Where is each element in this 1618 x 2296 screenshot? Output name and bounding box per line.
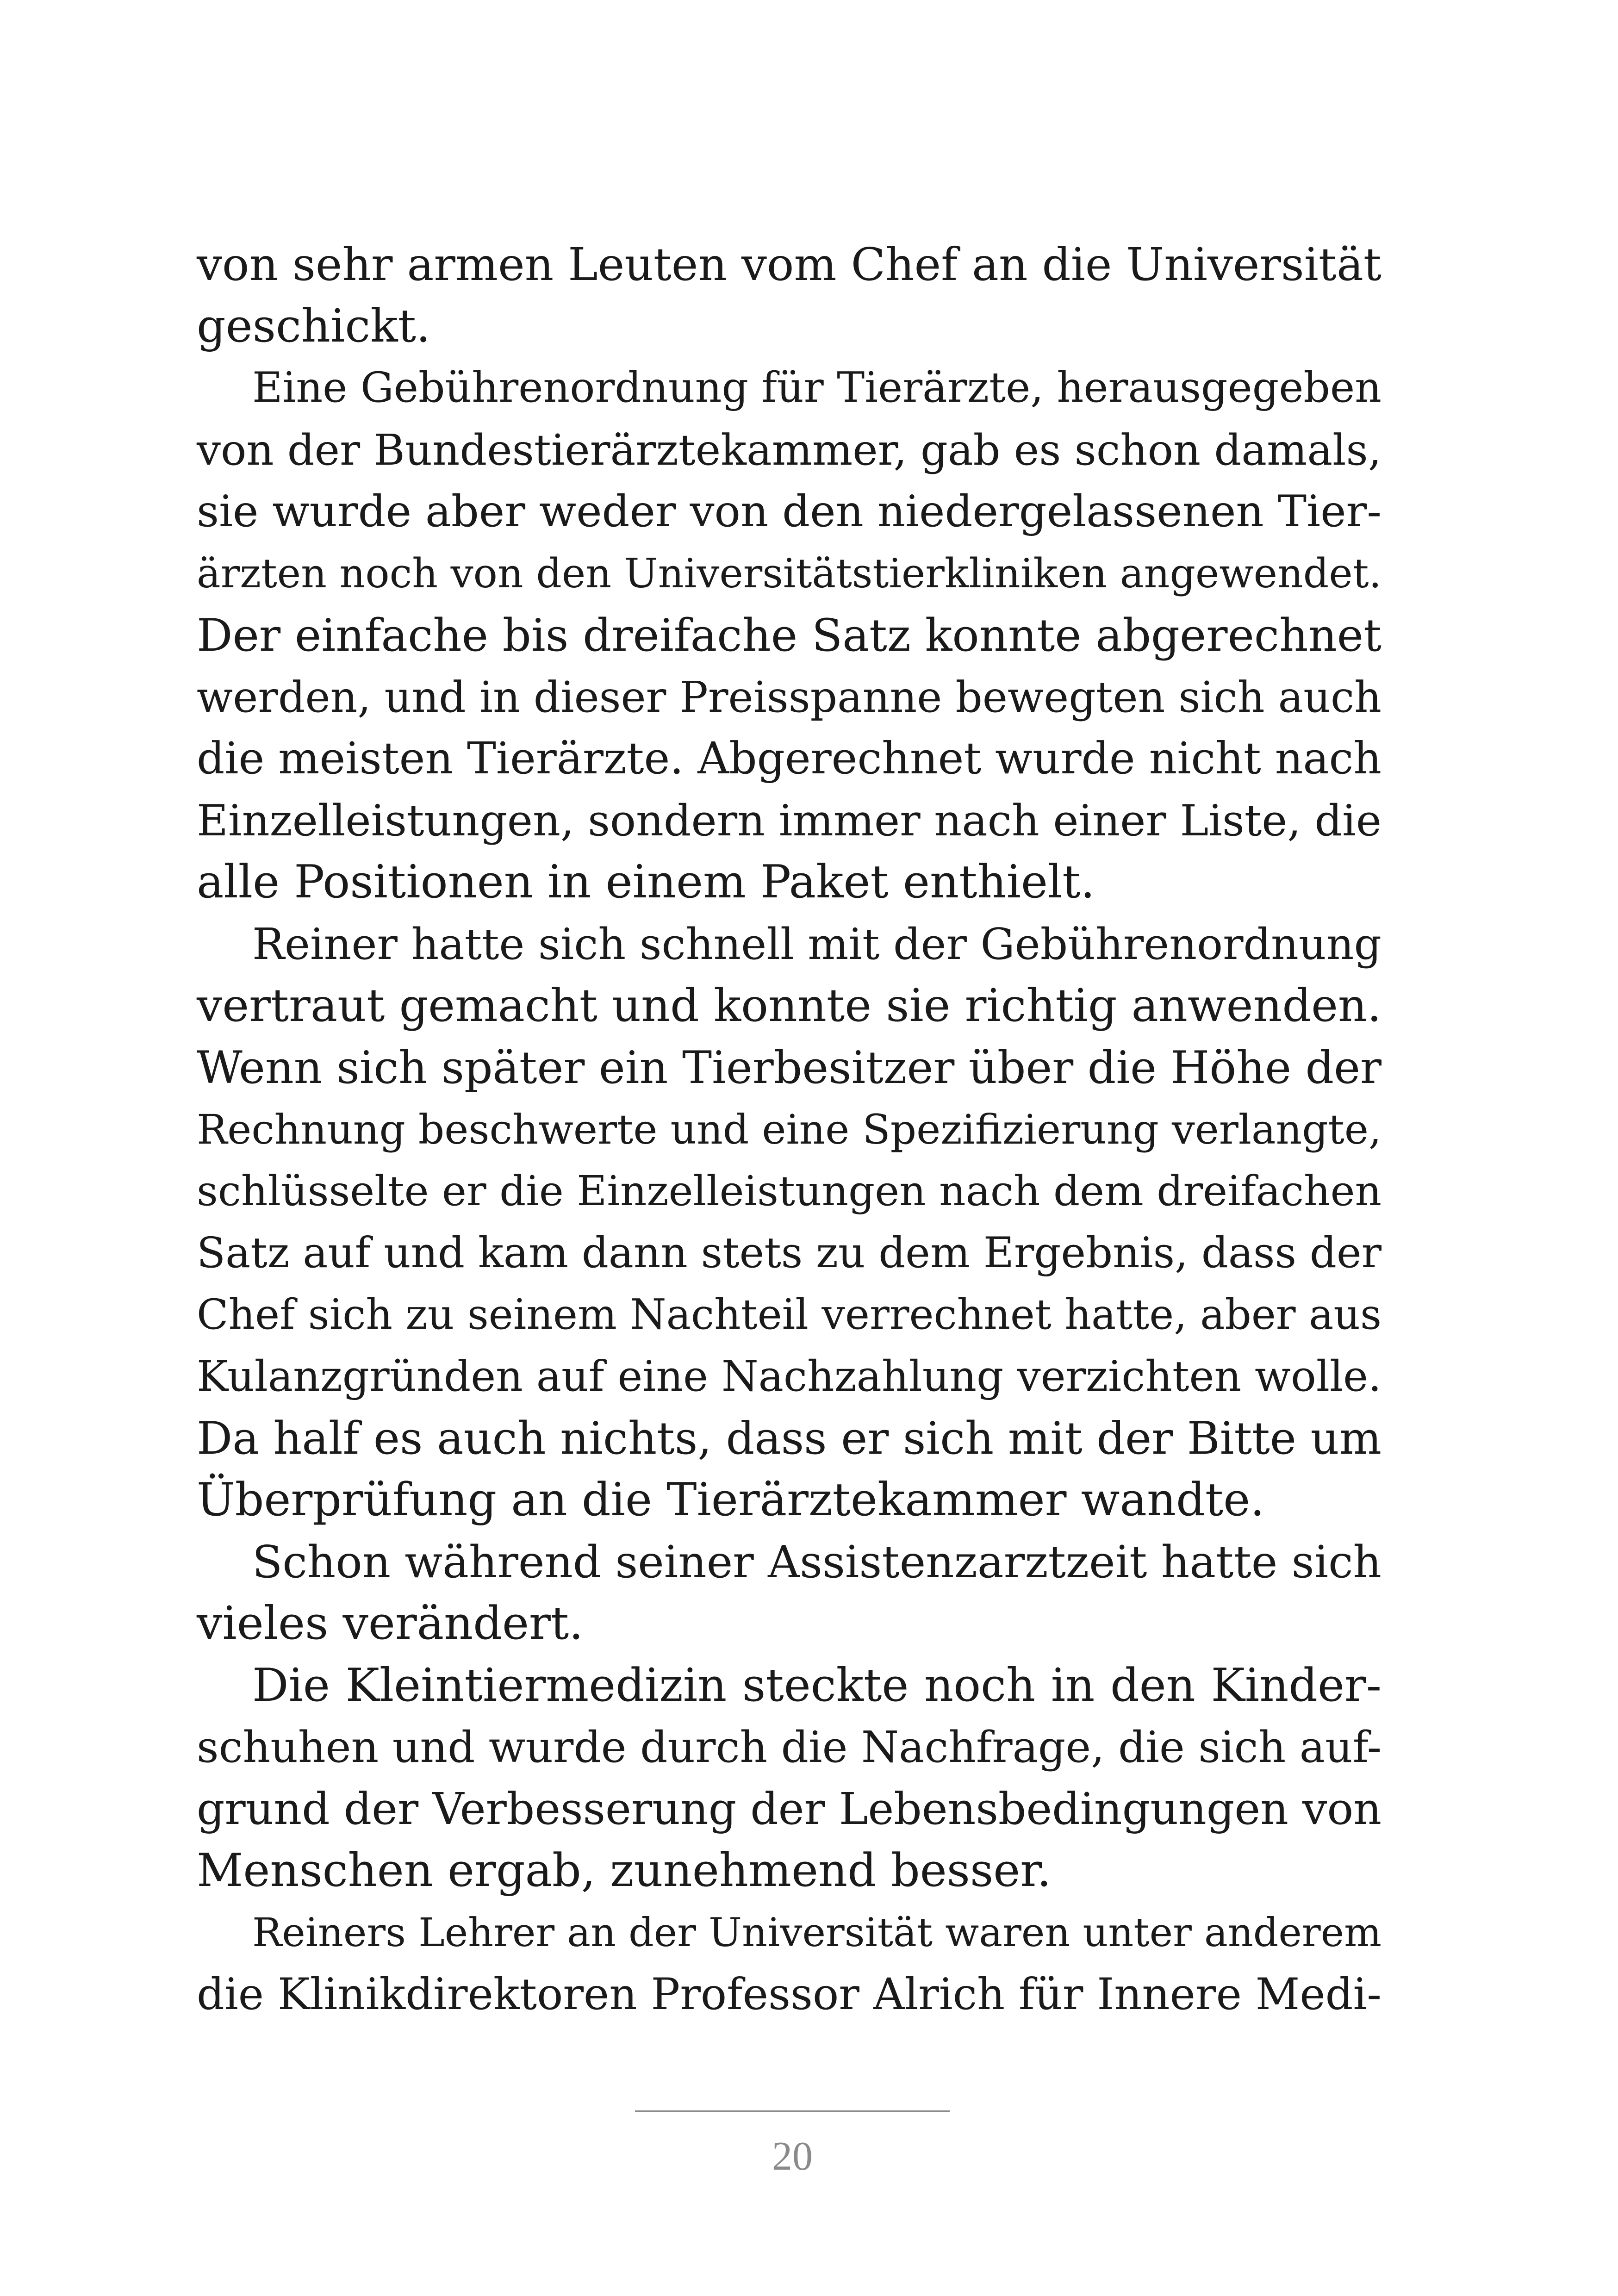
text-line: von sehr armen Leuten vom Chef an die Universität (197, 238, 1382, 291)
text-line: grund der Verbesserung der Lebensbedingungen von (197, 1783, 1382, 1835)
text-line: vertraut gemacht und konnte sie richtig anwenden. (197, 979, 1382, 1032)
text-line: geschickt. (197, 299, 431, 353)
text-line: Einzelleistungen, sondern immer nach einer Liste, die (197, 795, 1382, 846)
text-line: Satz auf und kam dann stets zu dem Ergebnis, dass der (197, 1229, 1382, 1277)
text-line: Kulanzgründen auf eine Nachzahlung verzichten wolle. (197, 1352, 1382, 1401)
text-line: ärzten noch von den Universitätstierkliniken angewendet. (197, 550, 1382, 597)
paragraph (197, 1531, 1382, 1655)
text-line: Die Kleintiermedizin steckte noch in den Kinder- (252, 1659, 1382, 1712)
body-text (197, 234, 1382, 2026)
text-line: Menschen ergab, zunehmend besser. (197, 1844, 1052, 1897)
text-line: die Klinikdirektoren Professor Alrich für Innere Medi- (197, 1969, 1382, 2020)
text-line: werden, und in dieser Preisspanne bewegten sich auch (197, 672, 1382, 722)
text-line: alle Positionen in einem Paket enthielt. (197, 856, 1095, 908)
paragraph (197, 1655, 1382, 1902)
text-line: Reiner hatte sich schnell mit der Gebührenordnung (252, 919, 1382, 969)
paragraph (197, 234, 1382, 357)
text-line: Der einfache bis dreifache Satz konnte abgerechnet (197, 609, 1382, 661)
footer-rule (635, 2110, 950, 2112)
text-line: von der Bundestierärztekammer, gab es schon damals, (197, 425, 1382, 475)
text-line: schuhen und wurde durch die Nachfrage, die sich auf- (197, 1722, 1382, 1772)
text-line: Eine Gebührenordnung für Tierärzte, herausgegeben (252, 364, 1382, 412)
paragraph (197, 1902, 1382, 2026)
text-line: vieles verändert. (197, 1597, 584, 1650)
paragraph (197, 357, 1382, 914)
text-line: Reiners Lehrer an der Universität waren unter anderem (252, 1910, 1382, 1956)
text-line: Chef sich zu seinem Nachteil verrechnet hatte, aber aus (197, 1290, 1382, 1339)
text-line: schlüsselte er die Einzelleistungen nach dem dreifachen (197, 1167, 1382, 1215)
text-line: Schon während seiner Assistenzarztzeit hatte sich (252, 1536, 1382, 1588)
text-line: Überprüfung an die Tierärztekammer wandte. (197, 1474, 1265, 1526)
paragraph (197, 914, 1382, 1531)
text-line: Rechnung beschwerte und eine Spezifizierung verlangte, (197, 1106, 1382, 1153)
text-line: die meisten Tierärzte. Abgerechnet wurde nicht nach (197, 734, 1382, 784)
text-line: sie wurde aber weder von den niedergelassenen Tier- (197, 486, 1382, 537)
page-number: 20 (772, 2134, 813, 2179)
text-line: Wenn sich später ein Tierbesitzer über die Höhe der (197, 1041, 1382, 1094)
text-line: Da half es auch nichts, dass er sich mit der Bitte um (197, 1412, 1382, 1464)
